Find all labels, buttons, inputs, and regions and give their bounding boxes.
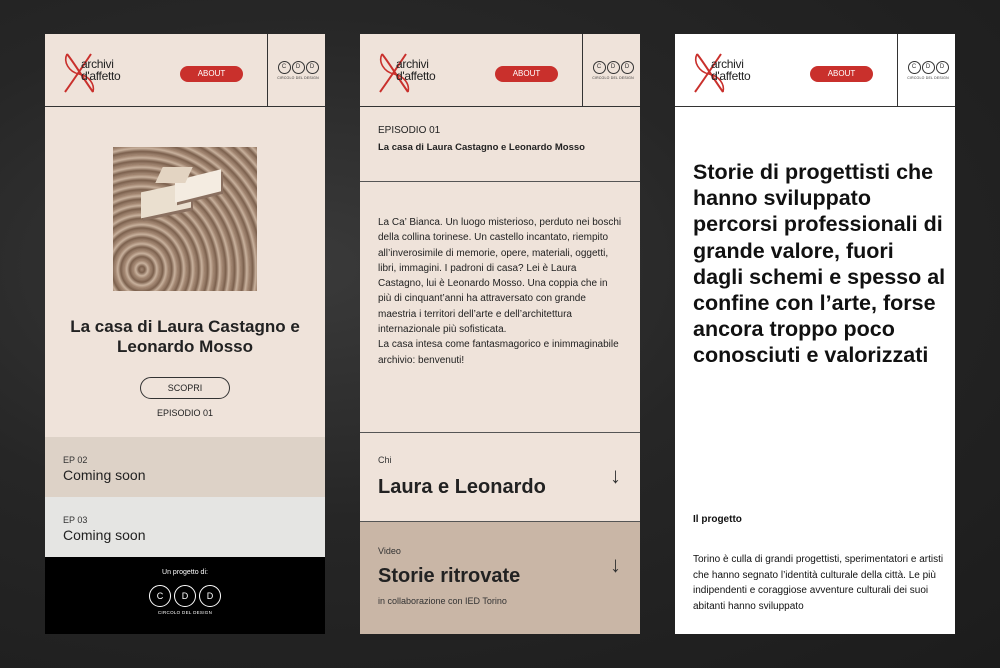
cdd-letter: D bbox=[607, 61, 620, 74]
cdd-letter: C bbox=[149, 585, 171, 607]
episode-status: Coming soon bbox=[63, 527, 146, 543]
cdd-letter: D bbox=[922, 61, 935, 74]
cdd-logo-box[interactable] bbox=[582, 34, 640, 107]
episode-status: Coming soon bbox=[63, 467, 146, 483]
project-subheading: Il progetto bbox=[693, 514, 742, 525]
episode-label: EPISODIO 01 bbox=[378, 125, 441, 136]
about-button[interactable]: ABOUT bbox=[810, 66, 873, 82]
episode-card[interactable] bbox=[45, 497, 325, 557]
section-title: Storie ritrovate bbox=[378, 565, 521, 587]
header bbox=[360, 34, 640, 107]
episode-title: La casa di Laura Castagno e Leonardo Mosso bbox=[378, 142, 585, 153]
header bbox=[675, 34, 955, 107]
episode-card[interactable] bbox=[45, 437, 325, 497]
cdd-letter: C bbox=[278, 61, 291, 74]
section-subtitle: in collaborazione con IED Torino bbox=[378, 596, 507, 606]
episode-photo[interactable] bbox=[113, 147, 257, 291]
episode-description: La Ca’ Bianca. Un luogo misterioso, perduto nei boschi della collina torinese. Un castello incantato, riempito all’inverosimile di memorie, opere, materiali, oggetti, libri, immagini. I padroni di casa? Lei è Laura Castagno, lui è Leonardo Mosso. Una coppia che in più di cinquant’anni ha attraversato con grande maestria i territori dell’arte e dell’architettura internazionale più sofisticata. La casa intesa come fantasmagorico e inimmaginabile archivio: benvenuti! bbox=[378, 217, 622, 366]
scopri-button[interactable]: SCOPRI bbox=[140, 377, 230, 399]
arrow-down-icon[interactable]: ↓ bbox=[610, 463, 621, 488]
logo-text: archivi d'affetto bbox=[81, 57, 121, 83]
logo[interactable] bbox=[61, 52, 141, 96]
logo-text: archivi d'affetto bbox=[711, 57, 751, 83]
cdd-letter: D bbox=[936, 61, 949, 74]
cdd-letter: D bbox=[292, 61, 305, 74]
cdd-logo bbox=[591, 61, 635, 80]
project-headline: Storie di progettisti che hanno sviluppato percorsi professionali di grande valore, fuori dagli schemi e spesso al confine con l’arte, forse ancora troppo poco conosciuti e valorizzati bbox=[693, 160, 946, 368]
cdd-caption: CIRCOLO DEL DESIGN bbox=[277, 76, 319, 80]
cdd-logo-box[interactable] bbox=[267, 34, 325, 107]
cdd-logo bbox=[906, 61, 950, 80]
cdd-logo bbox=[276, 61, 320, 80]
section-kicker: Video bbox=[378, 546, 401, 556]
section-title: Laura e Leonardo bbox=[378, 476, 546, 498]
section-video[interactable] bbox=[360, 522, 640, 634]
project-body: Torino è culla di grandi progettisti, sperimentatori e artisti che hanno segnato l’identità culturale della città. Le più indipendenti e coraggiose avventure culturali dei suoi abitanti hanno sviluppato bbox=[693, 554, 944, 612]
cdd-letter: D bbox=[621, 61, 634, 74]
episode-title: La casa di Laura Castagno e Leonardo Mosso bbox=[70, 317, 300, 356]
about-button[interactable]: ABOUT bbox=[495, 66, 558, 82]
logo[interactable] bbox=[376, 52, 456, 96]
cdd-caption: CIRCOLO DEL DESIGN bbox=[907, 76, 949, 80]
footer bbox=[45, 557, 325, 634]
episode-label: EPISODIO 01 bbox=[156, 408, 214, 418]
cdd-caption: CIRCOLO DEL DESIGN bbox=[592, 76, 634, 80]
episode-code: EP 02 bbox=[63, 455, 88, 465]
footer-cdd-logo[interactable] bbox=[145, 585, 225, 615]
cdd-logo-box[interactable] bbox=[897, 34, 955, 107]
about-button[interactable]: ABOUT bbox=[180, 66, 243, 82]
cdd-letter: D bbox=[306, 61, 319, 74]
cdd-letter: D bbox=[174, 585, 196, 607]
cdd-letter: C bbox=[908, 61, 921, 74]
cdd-caption: CIRCOLO DEL DESIGN bbox=[157, 610, 213, 615]
logo-text: archivi d'affetto bbox=[396, 57, 436, 83]
episode-code: EP 03 bbox=[63, 515, 88, 525]
arrow-down-icon[interactable]: ↓ bbox=[610, 552, 621, 577]
cdd-letter: D bbox=[199, 585, 221, 607]
screen-home bbox=[45, 34, 325, 634]
screen-episode bbox=[360, 34, 640, 634]
cdd-letter: C bbox=[593, 61, 606, 74]
section-kicker: Chi bbox=[378, 455, 392, 465]
divider bbox=[360, 181, 640, 182]
header bbox=[45, 34, 325, 107]
section-chi[interactable] bbox=[360, 433, 640, 521]
screen-project bbox=[675, 34, 955, 634]
logo[interactable] bbox=[691, 52, 771, 96]
footer-label: Un progetto di: bbox=[162, 569, 208, 576]
